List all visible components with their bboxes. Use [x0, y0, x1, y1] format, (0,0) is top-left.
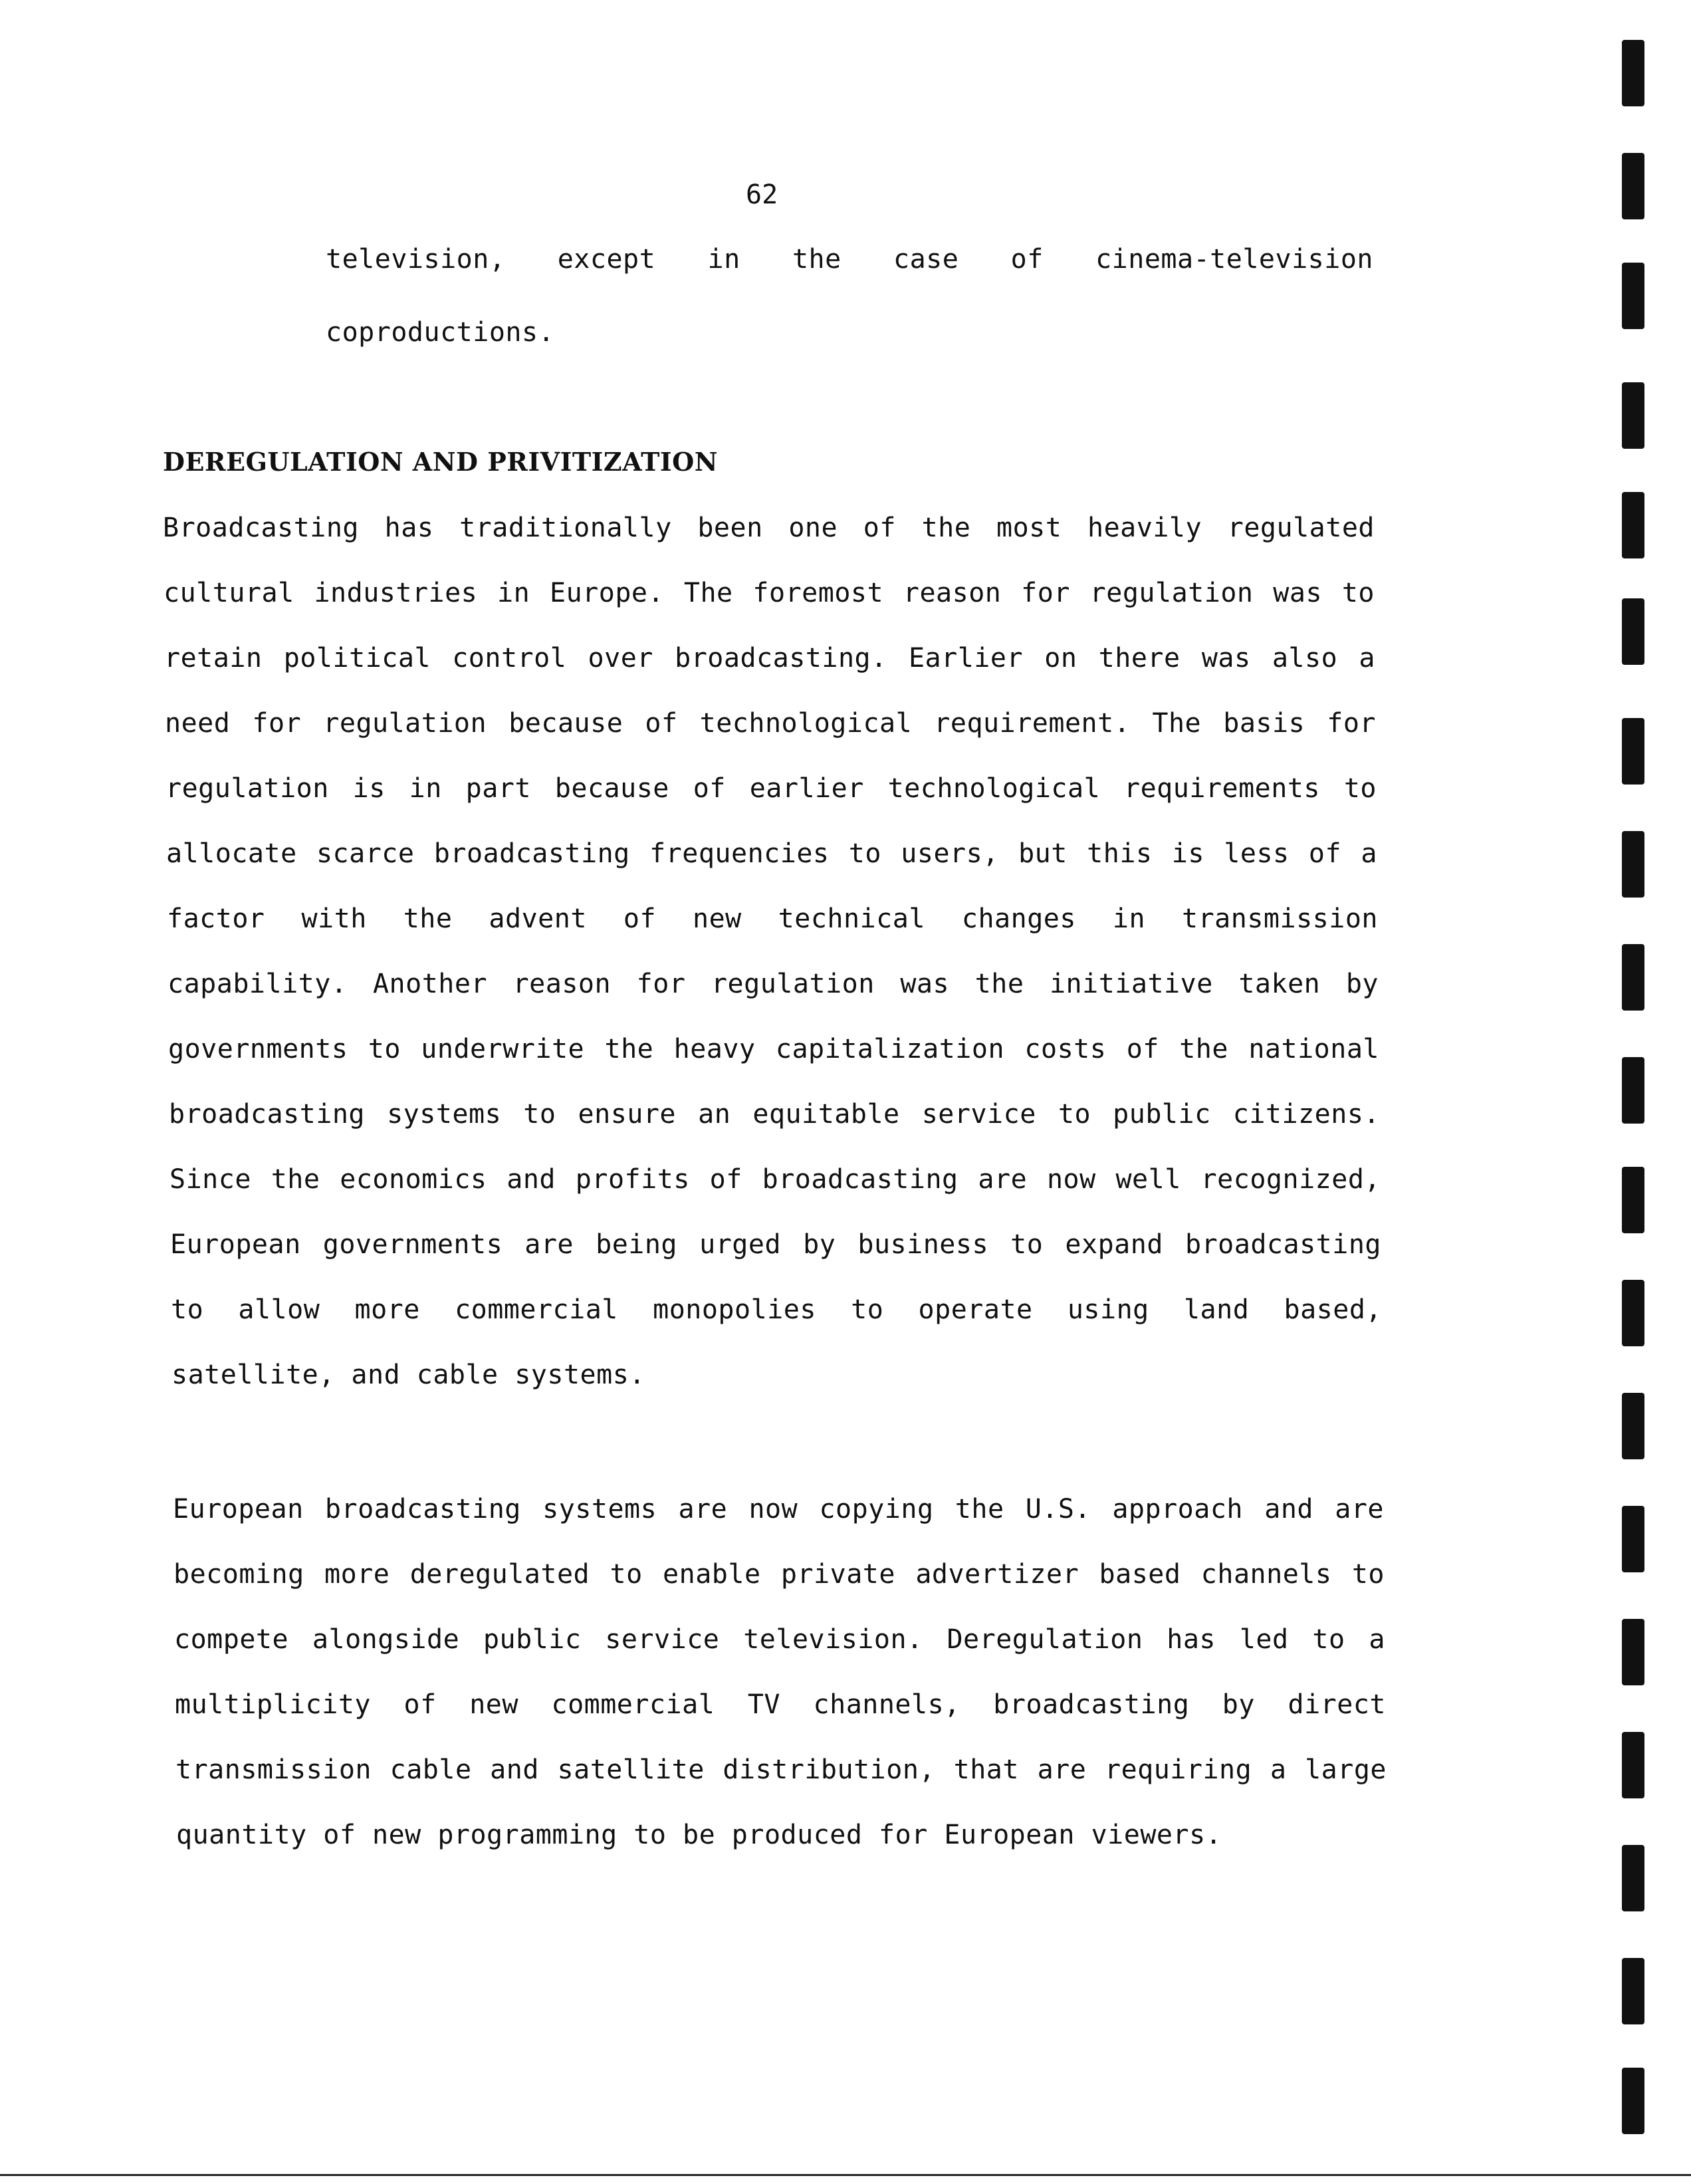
text-line: compete alongside public service television. Deregulation has led to a: [174, 1624, 1385, 1655]
text-line: broadcasting systems to ensure an equitable service to public citizens.: [169, 1099, 1380, 1130]
bottom-rule: [0, 2174, 1691, 2176]
text-line: becoming more deregulated to enable private advertizer based channels to: [173, 1559, 1385, 1590]
binding-mark: [1622, 1845, 1644, 1911]
binding-mark: [1622, 1506, 1644, 1572]
binding-mark: [1622, 598, 1644, 665]
binding-mark: [1622, 382, 1644, 449]
text-line: European governments are being urged by business to expand broadcasting: [170, 1229, 1381, 1260]
text-line: retain political control over broadcasting. Earlier on there was also a: [164, 643, 1375, 673]
binding-mark: [1622, 1280, 1644, 1346]
binding-mark: [1622, 1167, 1644, 1233]
text-line: to allow more commercial monopolies to operate using land based,: [171, 1294, 1382, 1325]
text-line: regulation is in part because of earlier technological requirements to: [166, 773, 1377, 804]
binding-mark: [1622, 831, 1644, 898]
binding-mark: [1622, 1958, 1644, 2024]
text-line: coproductions.: [326, 317, 555, 348]
text-line: European broadcasting systems are now copying the U.S. approach and are: [173, 1494, 1384, 1524]
text-line: satellite, and cable systems.: [171, 1360, 645, 1390]
text-line: allocate scarce broadcasting frequencies to users, but this is less of a: [166, 838, 1377, 869]
section-heading: DEREGULATION AND PRIVITIZATION: [163, 447, 718, 477]
binding-mark: [1622, 153, 1644, 219]
text-line: Since the economics and profits of broadcasting are now well recognized,: [169, 1164, 1381, 1195]
text-line: capability. Another reason for regulation was the initiative taken by: [168, 969, 1379, 999]
binding-mark: [1622, 1732, 1644, 1798]
text-line: factor with the advent of new technical changes in transmission: [167, 904, 1378, 934]
binding-mark: [1622, 1619, 1644, 1685]
page-number: 62: [746, 180, 778, 210]
binding-mark: [1622, 492, 1644, 558]
binding-mark: [1622, 2068, 1644, 2134]
binding-mark: [1622, 718, 1644, 785]
text-line: transmission cable and satellite distribution, that are requiring a large: [175, 1755, 1387, 1785]
text-line: governments to underwrite the heavy capitalization costs of the national: [168, 1034, 1379, 1064]
text-line: Broadcasting has traditionally been one of the most heavily regulated: [163, 513, 1375, 543]
text-line: cultural industries in Europe. The foremost reason for regulation was to: [164, 578, 1375, 608]
text-line: television, except in the case of cinema-television: [326, 244, 1373, 275]
text-line: quantity of new programming to be produced for European viewers.: [176, 1820, 1222, 1850]
binding-mark: [1622, 944, 1644, 1011]
text-line: need for regulation because of technological requirement. The basis for: [165, 708, 1376, 739]
binding-mark: [1622, 1057, 1644, 1124]
binding-marks: [1622, 0, 1662, 2184]
binding-mark: [1622, 1393, 1644, 1459]
binding-mark: [1622, 263, 1644, 329]
text-line: multiplicity of new commercial TV channels, broadcasting by direct: [175, 1689, 1386, 1720]
binding-mark: [1622, 40, 1644, 106]
